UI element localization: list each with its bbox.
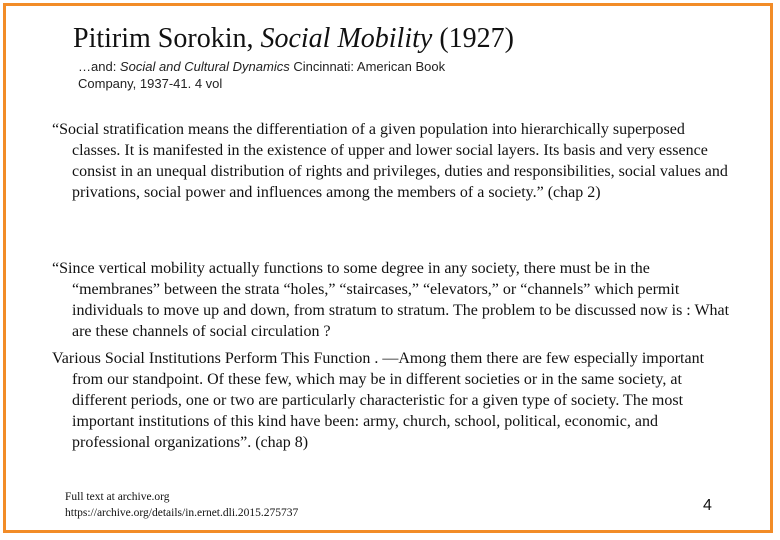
quote-social-institutions: Various Social Institutions Perform This Function . —Among them there are few especially important from our standpoint. Of these few, which may be in different societies or in the same society, at different periods, one or two are particularly characteristic for a given type of society. The most important institutions of this kind have been: army, church, school, political, economic, and professional organizations”. (chap 8): [52, 350, 705, 451]
quote-vertical-mobility: “Since vertical mobility actually functions to some degree in any society, there must be in the “membranes” between the strata “holes,” “staircases,” “elevators,” or “channels” which permit individuals to move up and down, from stratum to stratum. The problem to be discussed now is : What are these channels of social circulation ?: [52, 260, 730, 340]
page-number: 4: [703, 497, 712, 514]
subtitle-publisher: Cincinnati: American Book Company, 1937-41. 4 vol: [78, 59, 446, 91]
subtitle-prefix: …and:: [78, 59, 120, 74]
quote-stratification: “Social stratification means the differentiation of a given population into hierarchically superposed classes. It is manifested in the existence of upper and lower social layers. Its basis and very essence consist in an unequal distribution of rights and privileges, duties and responsibilities, social values and privations, social power and influences among the members of a society.” (chap 2): [52, 121, 728, 201]
footer-line-archive: Full text at archive.org: [65, 491, 170, 503]
subtitle-book-name: Social and Cultural Dynamics: [119, 59, 290, 74]
title-year: (1927): [432, 23, 514, 54]
title-prefix: Pitirim Sorokin,: [73, 23, 261, 54]
slide-subtitle: [78, 58, 478, 92]
footer-source: [65, 489, 298, 521]
footer-link-url[interactable]: https://archive.org/details/in.ernet.dli.2015.275737: [65, 507, 299, 519]
title-book-name: Social Mobility: [260, 23, 433, 54]
slide-title: [73, 22, 514, 56]
